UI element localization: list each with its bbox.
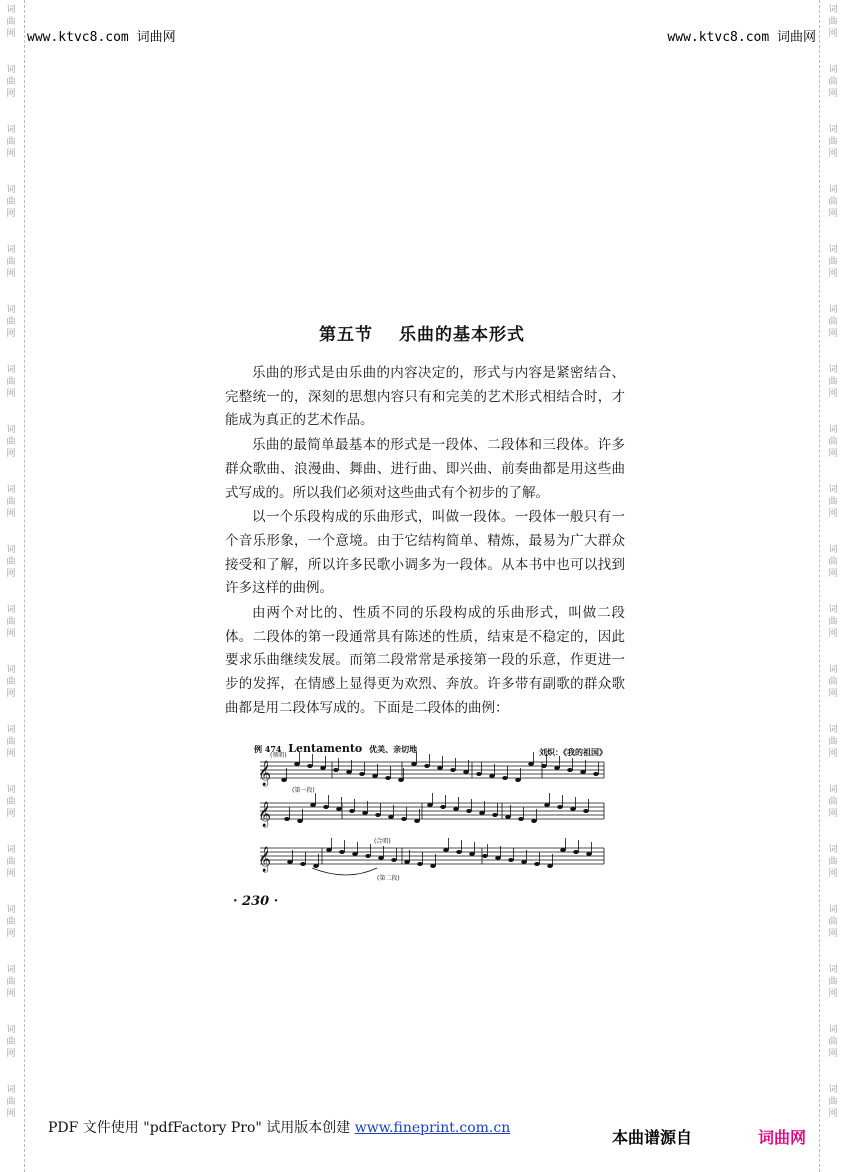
- watermark-text: 词 曲 网: [6, 305, 16, 339]
- watermark-text: 词 曲 网: [6, 545, 16, 579]
- watermark-text: 词 曲 网: [6, 785, 16, 819]
- note-head: [554, 766, 560, 770]
- note-head: [518, 817, 524, 821]
- watermark-text: 词 曲 网: [828, 785, 838, 819]
- note-head: [398, 778, 404, 782]
- watermark-text: 词 曲 网: [6, 1085, 16, 1119]
- note-head: [469, 852, 475, 856]
- watermark-text: 词 曲 网: [6, 245, 16, 279]
- note-head: [586, 852, 592, 856]
- watermark-text: 词 曲 网: [6, 365, 16, 399]
- watermark-text: 词 曲 网: [6, 845, 16, 879]
- note-head: [534, 862, 540, 866]
- note-head: [450, 768, 456, 772]
- watermark-text: 词 曲 网: [828, 485, 838, 519]
- fineprint-link[interactable]: www.fineprint.com.cn: [354, 1120, 511, 1136]
- watermark-text: 词 曲 网: [6, 65, 16, 99]
- note-head: [508, 858, 514, 862]
- watermark-text: 词 曲 网: [828, 185, 838, 219]
- note-head: [359, 772, 365, 776]
- left-margin-line: [24, 0, 25, 1172]
- note-head: [284, 817, 290, 821]
- note-head: [547, 864, 553, 868]
- watermark-text: 词 曲 网: [6, 5, 16, 39]
- page-number: · 230 ·: [233, 894, 279, 909]
- footer-source: 本曲谱源自: [612, 1128, 693, 1147]
- right-watermark-strip: [824, 0, 842, 1172]
- watermark-text: 词 曲 网: [6, 965, 16, 999]
- section-title: [0, 320, 844, 345]
- note-head: [531, 819, 537, 823]
- example-number: 例 474: [254, 744, 282, 754]
- watermark-text: 词 曲 网: [828, 1085, 838, 1119]
- watermark-text: 词 曲 网: [828, 125, 838, 159]
- watermark-text: 词 曲 网: [6, 905, 16, 939]
- note-head: [320, 766, 326, 770]
- note-head: [573, 850, 579, 854]
- note-head: [544, 803, 550, 807]
- note-head: [495, 856, 501, 860]
- note-head: [515, 778, 521, 782]
- expression-marking: 优美、亲切地: [369, 744, 418, 754]
- svg-text:𝄞: 𝄞: [258, 847, 272, 872]
- section-number: 第五节: [319, 325, 373, 345]
- svg-text:𝄞: 𝄞: [258, 802, 272, 827]
- note-head: [362, 811, 368, 815]
- tempo-marking: Lentamento: [288, 742, 363, 755]
- note-head: [310, 803, 316, 807]
- note-head: [339, 850, 345, 854]
- note-head: [521, 860, 527, 864]
- paragraph: 以一个乐段构成的乐曲形式，叫做一段体。一段体一般只有一个音乐形象，一个意境。由于它结构简单、精炼，最易为广大群众接受和了解，所以许多民歌小调多为一段体。从本书中也可以找到许多这样的曲例。: [225, 509, 625, 597]
- note-head: [489, 774, 495, 778]
- watermark-text: 词 曲 网: [828, 725, 838, 759]
- note-head: [307, 764, 313, 768]
- note-head: [443, 848, 449, 852]
- note-head: [300, 862, 306, 866]
- note-head: [385, 776, 391, 780]
- watermark-text: 词 曲 网: [828, 65, 838, 99]
- note-head: [456, 850, 462, 854]
- watermark-text: 词 曲 网: [828, 965, 838, 999]
- score-credit: 刘炽：《我的祖国》: [539, 747, 607, 757]
- note-head: [541, 764, 547, 768]
- note-head: [567, 768, 573, 772]
- music-score-example: [252, 740, 617, 885]
- pdf-note-text: PDF 文件使用 "pdfFactory Pro" 试用版本创建: [48, 1120, 351, 1136]
- watermark-text: 词 曲 网: [828, 545, 838, 579]
- note-head: [297, 819, 303, 823]
- note-head: [333, 768, 339, 772]
- watermark-text: 词 曲 网: [6, 185, 16, 219]
- note-head: [372, 774, 378, 778]
- section-heading: 乐曲的基本形式: [399, 325, 525, 345]
- watermark-text: 词 曲 网: [6, 665, 16, 699]
- site-header-left: www.ktvc8.com 词曲网: [27, 30, 176, 45]
- svg-text:𝄞: 𝄞: [258, 761, 272, 786]
- watermark-text: 词 曲 网: [6, 485, 16, 519]
- watermark-text: 词 曲 网: [828, 425, 838, 459]
- solo-mark: (领唱): [270, 752, 287, 759]
- note-head: [427, 803, 433, 807]
- watermark-text: 词 曲 网: [6, 125, 16, 159]
- note-head: [365, 854, 371, 858]
- watermark-text: 词 曲 网: [6, 1025, 16, 1059]
- note-head: [375, 813, 381, 817]
- note-head: [479, 811, 485, 815]
- watermark-text: 词 曲 网: [828, 845, 838, 879]
- note-head: [560, 848, 566, 852]
- note-head: [557, 805, 563, 809]
- watermark-text: 词 曲 网: [828, 605, 838, 639]
- watermark-text: 词 曲 网: [6, 425, 16, 459]
- note-head: [528, 762, 534, 766]
- note-head: [378, 856, 384, 860]
- note-head: [388, 815, 394, 819]
- score-staves: [252, 740, 617, 885]
- section-one-mark: (第一段): [292, 787, 315, 794]
- note-head: [583, 809, 589, 813]
- note-head: [570, 807, 576, 811]
- chorus-mark: (合唱): [374, 838, 391, 845]
- note-head: [287, 860, 293, 864]
- watermark-text: 词 曲 网: [828, 1025, 838, 1059]
- note-head: [346, 770, 352, 774]
- note-head: [440, 805, 446, 809]
- watermark-text: 词 曲 网: [828, 905, 838, 939]
- note-head: [580, 770, 586, 774]
- left-watermark-strip: [2, 0, 20, 1172]
- section-two-mark: (第二段): [377, 875, 400, 882]
- note-head: [336, 807, 342, 811]
- watermark-text: 词 曲 网: [828, 365, 838, 399]
- note-head: [492, 813, 498, 817]
- right-margin-line: [819, 0, 820, 1172]
- note-head: [453, 807, 459, 811]
- paragraph: 乐曲的最简单最基本的形式是一段体、二段体和三段体。许多群众歌曲、浪漫曲、舞曲、进行曲、即兴曲、前奏曲都是用这些曲式写成的。所以我们必须对这些曲式有个初步的了解。: [225, 437, 625, 501]
- watermark-text: 词 曲 网: [828, 5, 838, 39]
- watermark-text: 词 曲 网: [6, 605, 16, 639]
- pdf-footer-note: [48, 1117, 510, 1137]
- note-head: [352, 852, 358, 856]
- note-head: [404, 860, 410, 864]
- note-head: [417, 862, 423, 866]
- note-head: [326, 848, 332, 852]
- note-head: [323, 805, 329, 809]
- note-head: [430, 864, 436, 868]
- watermark-text: 词 曲 网: [828, 305, 838, 339]
- note-head: [437, 766, 443, 770]
- site-header-right: www.ktvc8.com 词曲网: [667, 30, 816, 45]
- paragraph: 由两个对比的、性质不同的乐段构成的乐曲形式，叫做二段体。二段体的第一段通常具有陈述的性质，结束是不稳定的，因此要求乐曲继续发展。而第二段常常是承接第一段的乐意，作更进一步的发挥，在情感上显得更为欢烈、奔放。许多带有副歌的群众歌曲都是用二段体写成的。下面是二段体的曲例：: [225, 605, 625, 716]
- note-head: [505, 815, 511, 819]
- note-head: [411, 762, 417, 766]
- watermark-text: 词 曲 网: [6, 725, 16, 759]
- note-head: [476, 772, 482, 776]
- note-head: [424, 764, 430, 768]
- note-head: [391, 858, 397, 862]
- watermark-text: 词 曲 网: [828, 245, 838, 279]
- note-head: [463, 770, 469, 774]
- body-text: [225, 362, 625, 722]
- note-head: [401, 817, 407, 821]
- note-head: [281, 778, 287, 782]
- note-head: [294, 762, 300, 766]
- note-head: [593, 772, 599, 776]
- paragraph: 乐曲的形式是由乐曲的内容决定的，形式与内容是紧密结合、完整统一的，深刻的思想内容只有和完美的艺术形式相结合时，才能成为真正的艺术作品。: [225, 365, 625, 429]
- note-head: [482, 854, 488, 858]
- note-head: [414, 819, 420, 823]
- note-head: [313, 864, 319, 868]
- note-head: [349, 809, 355, 813]
- note-head: [466, 809, 472, 813]
- note-head: [502, 776, 508, 780]
- watermark-text: 词 曲 网: [828, 665, 838, 699]
- footer-brand: 词曲网: [758, 1128, 807, 1147]
